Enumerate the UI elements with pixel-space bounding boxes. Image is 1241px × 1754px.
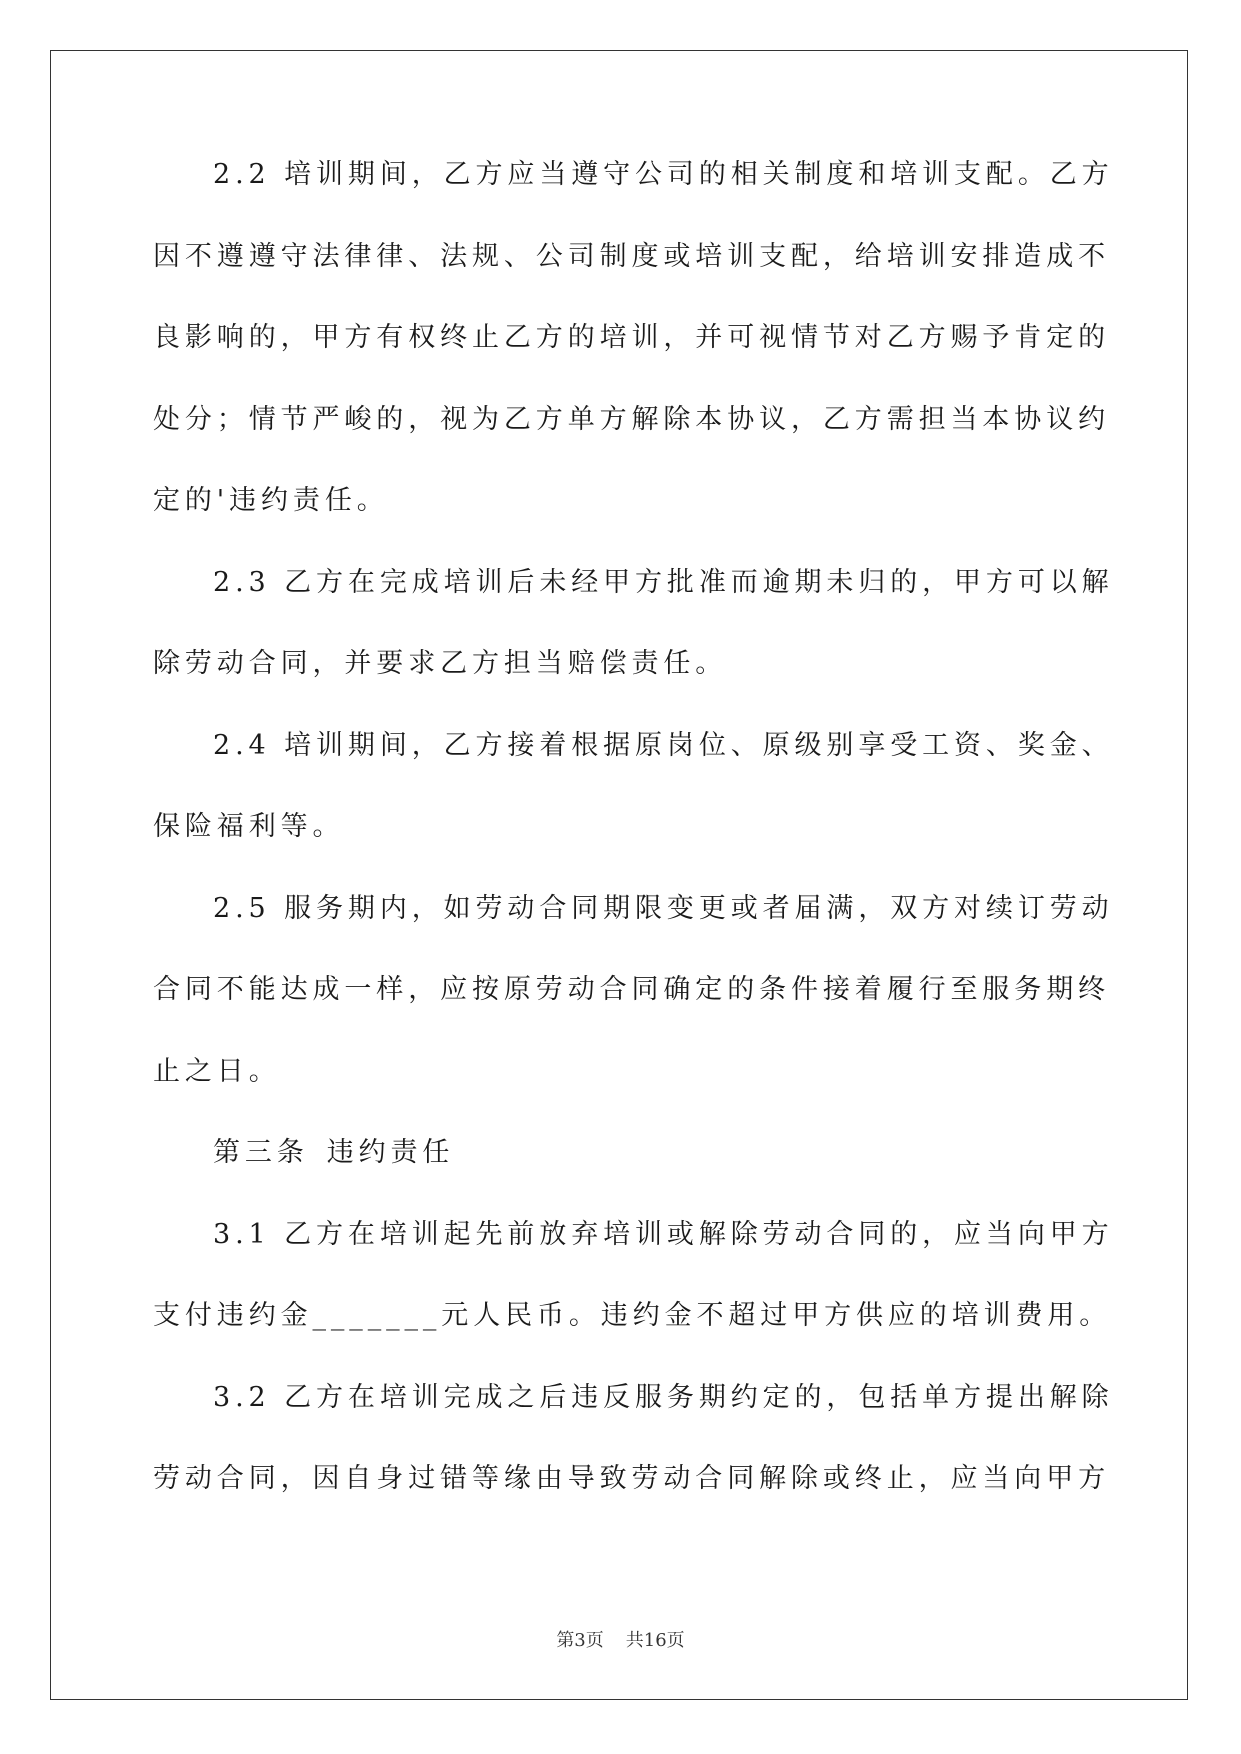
paragraph-line: 止之日。 (153, 1055, 281, 1087)
paragraph-line: 支付违约金_______元人民币。违约金不超过甲方供应的培训费用。 (153, 1300, 1112, 1331)
section-heading (153, 1138, 1089, 1220)
paragraph-line: 2.4 培训期间，乙方接着根据原岗位、原级别享受工资、奖金、 (213, 729, 1114, 761)
section-number: 第三条 (213, 1137, 309, 1168)
paragraph-line: 因不遵遵守法律律、法规、公司制度或培训支配，给培训安排造成不 (153, 240, 1110, 272)
paragraph-line: 合同不能达成一样，应按原劳动合同确定的条件接着履行至服务期终 (153, 974, 1110, 1005)
paragraph-line: 2.3 乙方在完成培训后未经甲方批准而逾期未归的，甲方可以解 (213, 566, 1114, 598)
paragraph-line: 定的'违约责任。 (153, 485, 389, 516)
paragraph-line: 除劳动合同，并要求乙方担当赔偿责任。 (153, 648, 728, 679)
section-title: 违约责任 (326, 1137, 455, 1168)
paragraph-line: 2.2 培训期间，乙方应当遵守公司的相关制度和培训支配。乙方 (213, 159, 1114, 190)
paragraph-line: 3.2 乙方在培训完成之后违反服务期约定的，包括单方提出解除 (213, 1381, 1114, 1413)
paragraph-line: 良影响的，甲方有权终止乙方的培训，并可视情节对乙方赐予肯定的 (153, 322, 1110, 353)
paragraph-line: 3.1 乙方在培训起先前放弃培训或解除劳动合同的，应当向甲方 (213, 1218, 1114, 1250)
page-number: 第3页 (556, 1630, 604, 1651)
paragraph-line: 劳动合同，因自身过错等缘由导致劳动合同解除或终止，应当向甲方 (153, 1463, 1110, 1494)
paragraph-line: 2.5 服务期内，如劳动合同期限变更或者届满，双方对续订劳动 (213, 892, 1114, 924)
paragraph-line: 处分；情节严峻的，视为乙方单方解除本协议，乙方需担当本协议约 (153, 403, 1110, 435)
page-total: 共16页 (625, 1630, 685, 1651)
page-footer (0, 1626, 1241, 1652)
document-body (153, 159, 1114, 1546)
paragraph-line: 保险福利等。 (153, 811, 345, 842)
